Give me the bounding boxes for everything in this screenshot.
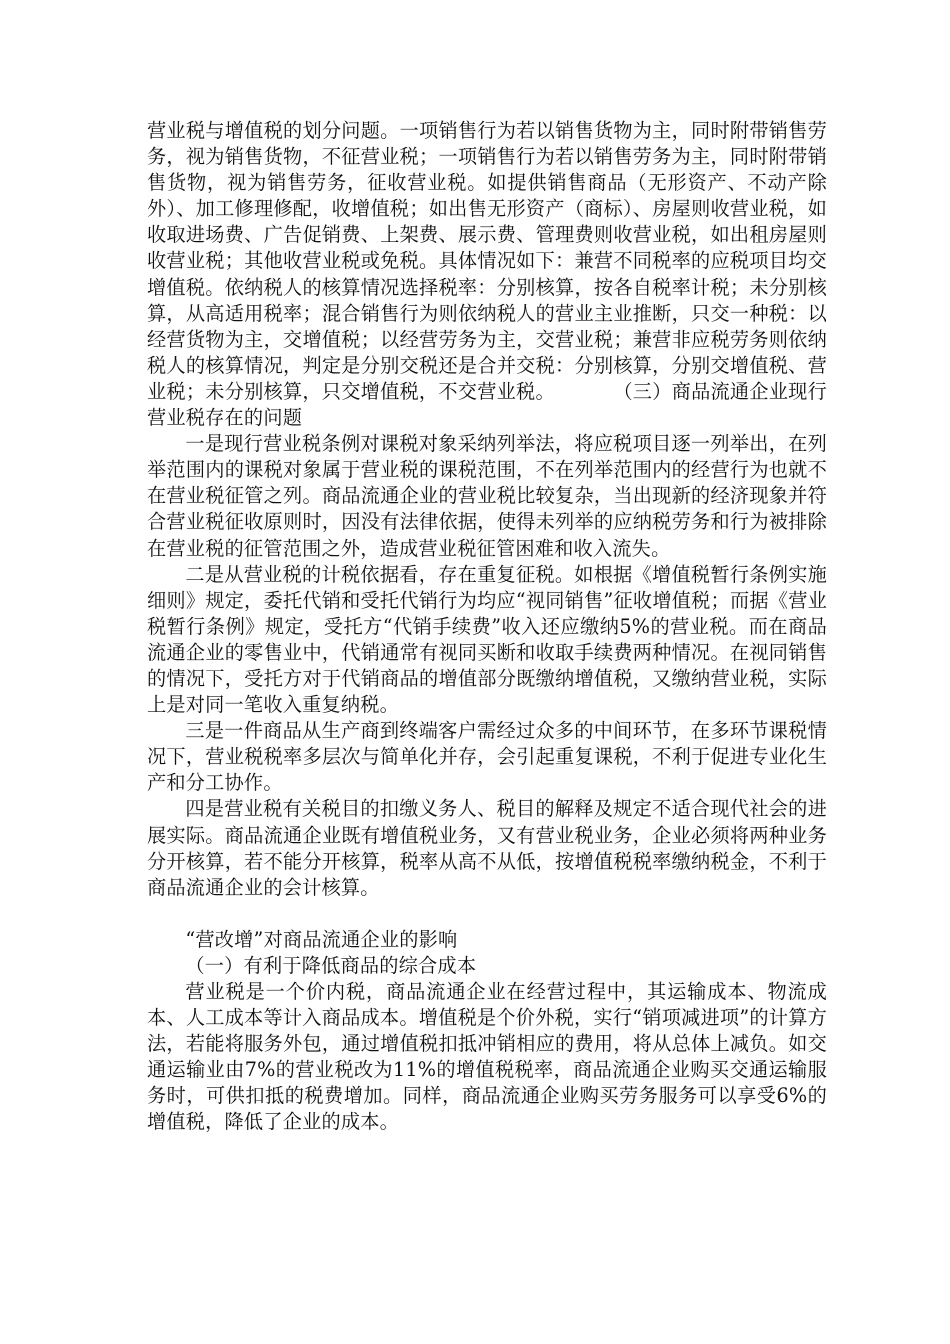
subsection-heading-1: （一）有利于降低商品的综合成本 <box>185 953 477 977</box>
paragraph-intro: 营业税与增值税的划分问题。一项销售行为若以销售货物为主，同时附带销售劳务，视为销售货物，不征营业税；一项销售行为若以销售劳务为主，同时附带销售货物，视为销售劳务，征收营业税。如提供销售商品（无形资产、不动产除外）、加工修理修配，收增值税；如出售无形资产（商标）、房屋则收营业税，如收取进场费、广告促销费、上架费、展示费、管理费则收营业税，如出租房屋则收营业税；其他收营业税或免税。具体情况如下：兼营不同税率的应税项目均交增值税。依纳税人的核算情况选择税率：分别核算，按各自税率计税；未分别核算，从高适用税率；混合销售行为则依纳税人的营业主业推断，只交一种税：以经营货物为主，交增值税；以经营劳务为主，交营业税；兼营非应税劳务则依纳税人的核算情况，判定是分别交税还是合并交税：分别核算，分别交增值税、营业税；未分别核算，只交增值税，不交营业税。 （三）商品流通企业现行营业税存在的问题 <box>147 119 827 430</box>
paragraph-gap <box>147 901 827 927</box>
paragraph-point-3: 三是一件商品从生产商到终端客户需经过众多的中间环节，在多环节课税情况下，营业税税率多层次与简单化并存，会引起重复课税，不利于促进专业化生产和分工协作。 <box>147 719 827 795</box>
paragraph-sub-1-body: 营业税是一个价内税，商品流通企业在经营过程中，其运输成本、物流成本、人工成本等计入商品成本。增值税是个价外税，实行“销项减进项”的计算方法，若能将服务外包，通过增值税扣抵冲销相应的费用，将从总体上减负。如交通运输业由7%的营业税改为11%的增值税税率，商品流通企业购买交通运输服务时，可供扣抵的税费增加。同样，商品流通企业购买劳务服务可以享受6%的增值税，降低了企业的成本。 <box>147 980 827 1134</box>
paragraph-point-1: 一是现行营业税条例对课税对象采纳列举法，将应税项目逐一列举出，在列举范围内的课税对象属于营业税的课税范围，不在列举范围内的经营行为也就不在营业税征管之列。商品流通企业的营业税比较复杂，当出现新的经济现象并符合营业税征收原则时，因没有法律依据，使得未列举的应纳税劳务和行为被排除在营业税的征管范围之外，造成营业税征管困难和收入流失。 <box>147 432 827 560</box>
paragraph-point-2: 二是从营业税的计税依据看，存在重复征税。如根据《增值税暂行条例实施细则》规定，委托代销和受托代销行为均应“视同销售”征收增值税；而据《营业税暂行条例》规定，受托方“代销手续费”收入还应缴纳5%的营业税。而在商品流通企业的零售业中，代销通常有视同买断和收取手续费两种情况。在视同销售的情况下，受托方对于代销商品的增值部分既缴纳增值税，又缴纳营业税，实际上是对同一笔收入重复纳税。 <box>147 562 827 717</box>
paragraph-point-4: 四是营业税有关税目的扣缴义务人、税目的解释及规定不适合现代社会的进展实际。商品流通企业既有增值税业务，又有营业税业务，企业必须将两种业务分开核算，若不能分开核算，税率从高不从低，按增值税税率缴纳税金，不利于商品流通企业的会计核算。 <box>147 797 827 899</box>
section-heading-impact: “营改增”对商品流通企业的影响 <box>185 927 458 951</box>
document-page <box>147 118 827 1136</box>
